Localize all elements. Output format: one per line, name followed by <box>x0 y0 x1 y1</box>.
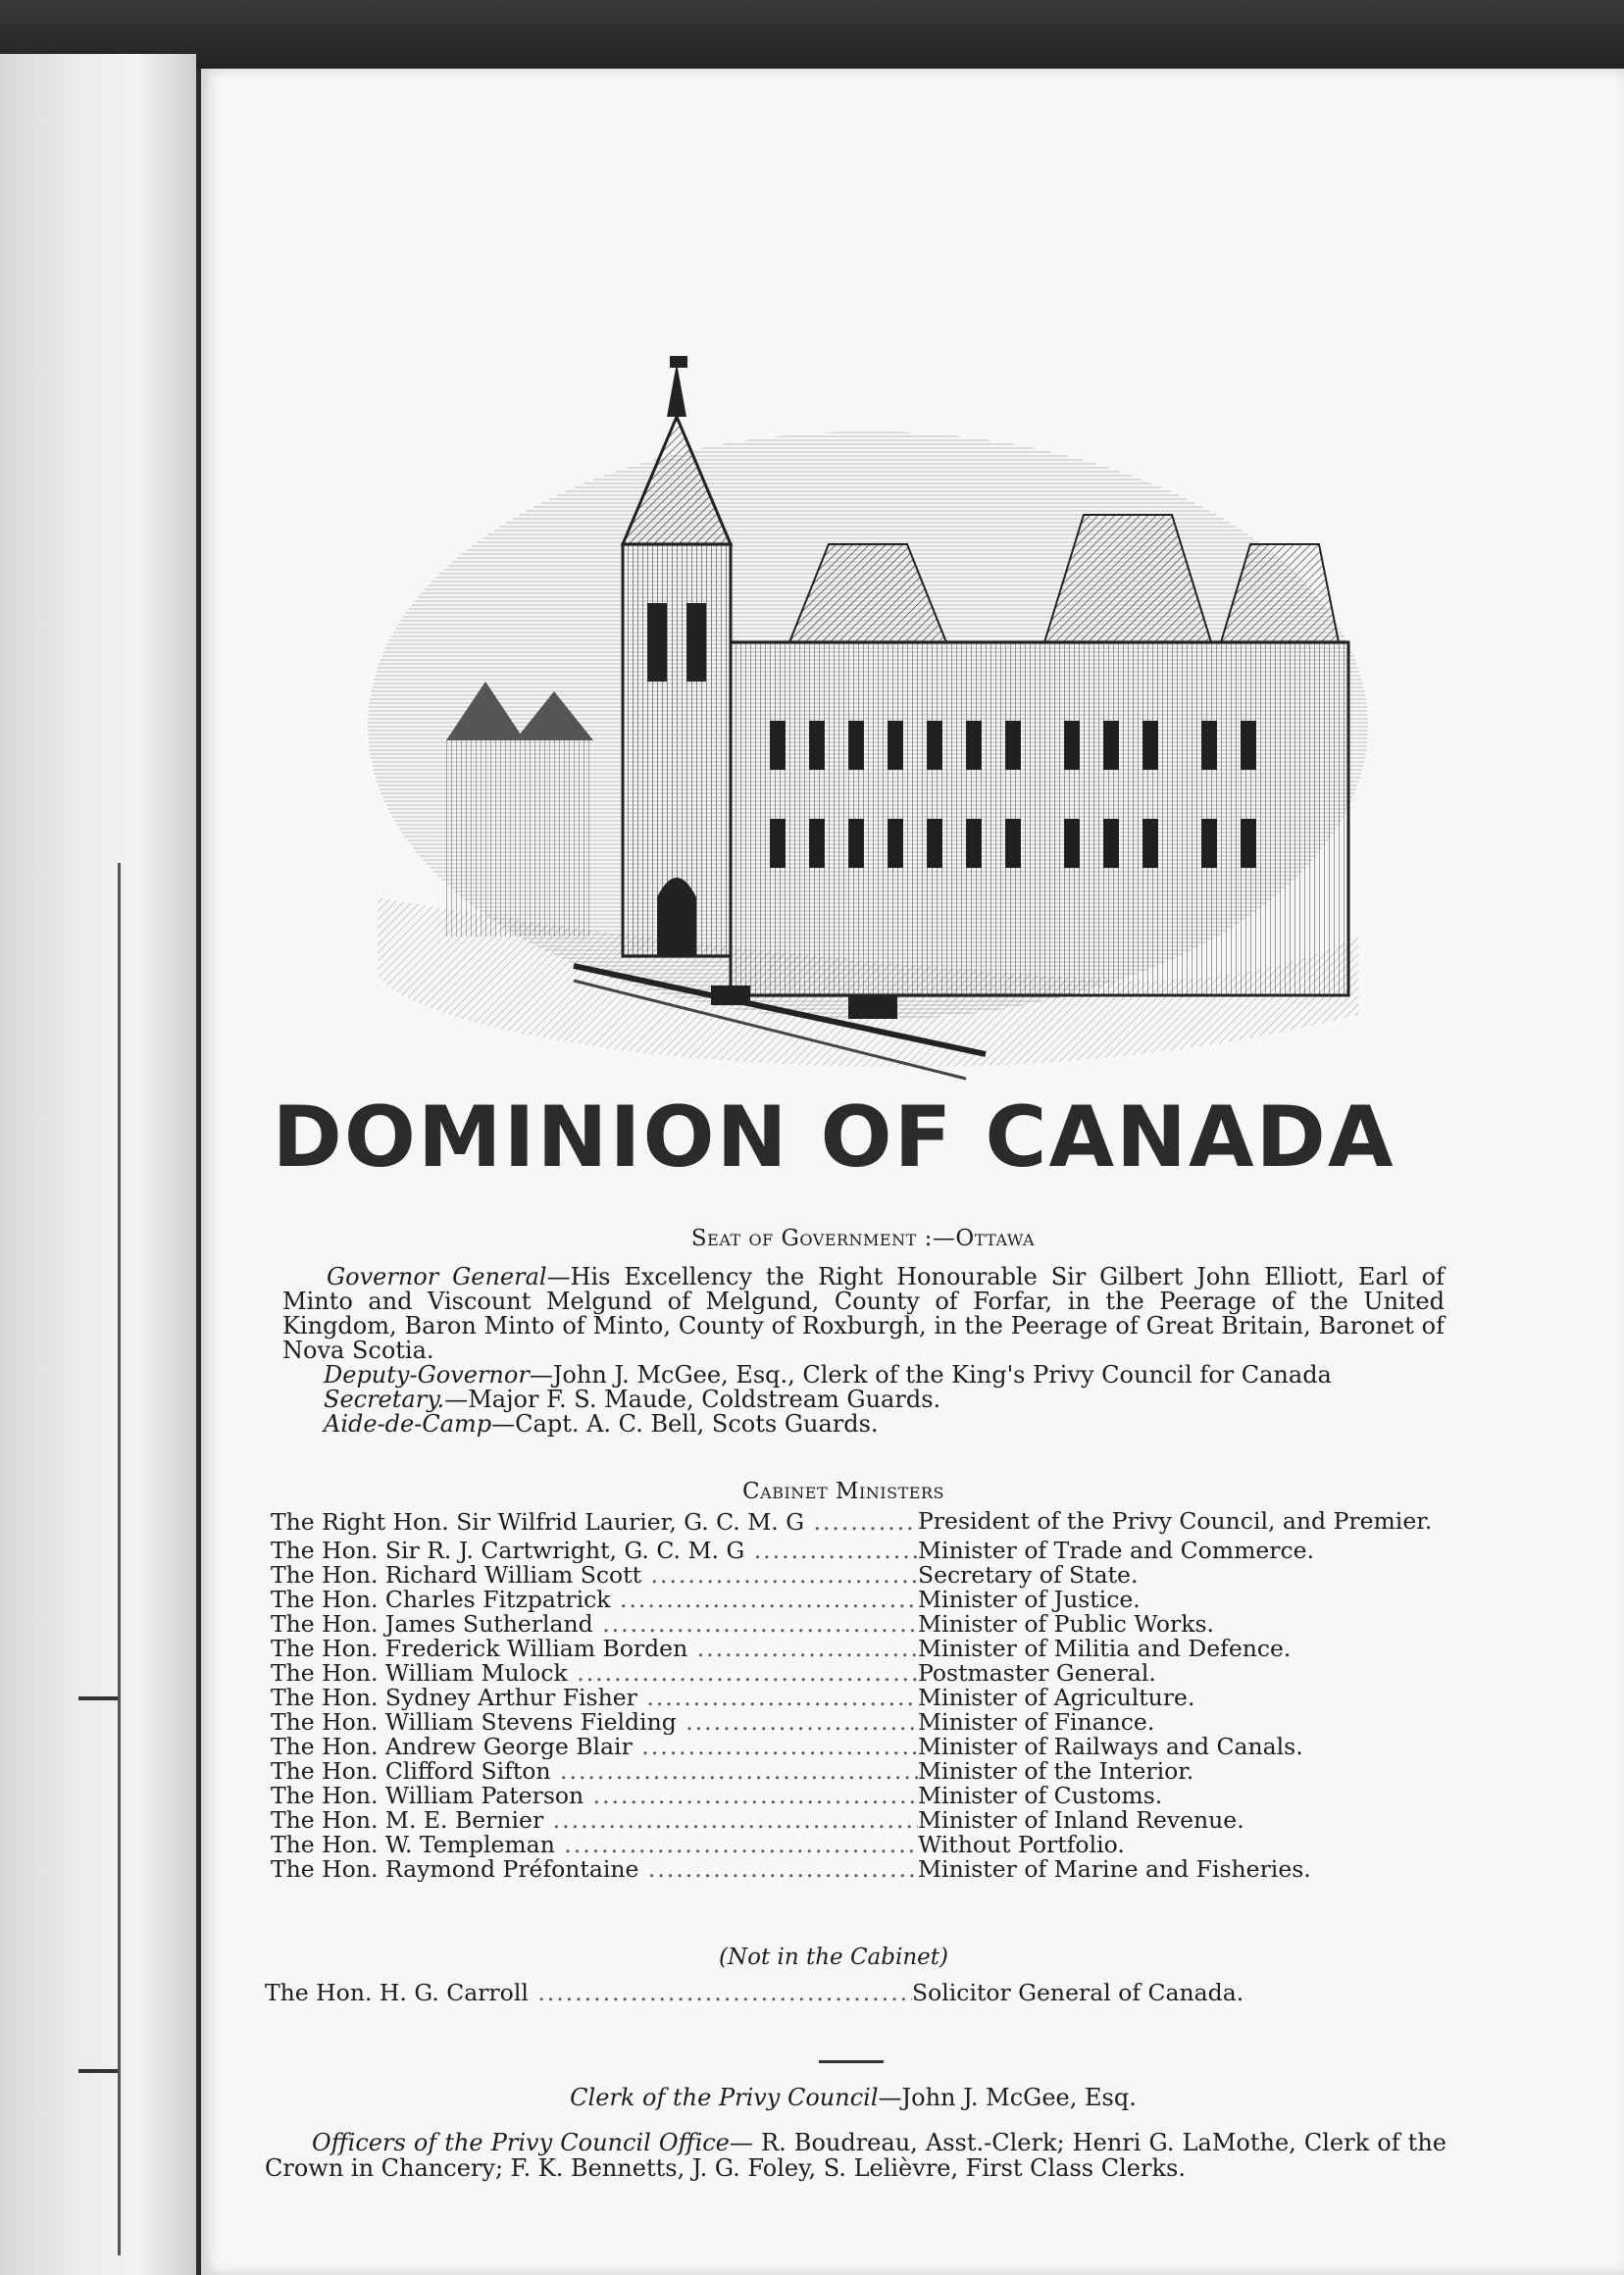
clerk-label: Clerk of the Privy Council <box>570 2084 879 2111</box>
governor-block <box>282 1265 1445 1437</box>
minister-office: Minister of Finance. <box>918 1708 1155 1736</box>
minister-name: The Hon. Sydney Arthur Fisher ..... <box>271 1686 918 1710</box>
clerk-of-privy-council <box>490 2084 1216 2111</box>
minister-row <box>271 1686 1447 1710</box>
minister-row <box>271 1759 1447 1784</box>
cabinet-ministers-list <box>271 1507 1447 1883</box>
minister-office: Minister of Public Works. <box>918 1610 1215 1638</box>
minister-row <box>271 1588 1447 1612</box>
facing-page <box>0 54 196 2275</box>
minister-office: Minister of Trade and Commerce. <box>918 1537 1315 1564</box>
minister-name: The Hon. William Paterson ..... <box>271 1784 918 1808</box>
minister-name: The Hon. James Sutherland ..... <box>271 1612 918 1637</box>
minister-name: The Hon. Frederick William Borden ..... <box>271 1637 918 1661</box>
minister-row <box>271 1637 1447 1661</box>
section-divider <box>819 2060 884 2063</box>
minister-office: Without Portfolio. <box>918 1831 1125 1858</box>
page-title: DOMINION OF CANADA <box>272 1088 1396 1187</box>
deputy-governor-line <box>282 1363 1445 1388</box>
solicitor-general-entry <box>265 1981 1442 2005</box>
aide-de-camp-text: —Capt. A. C. Bell, Scots Guards. <box>491 1410 879 1438</box>
seat-of-government: Seat of Government :—Ottawa <box>690 1226 1036 1251</box>
spine-mark <box>78 1696 118 1700</box>
minister-row <box>271 1735 1447 1759</box>
spine-mark <box>78 2069 118 2073</box>
aide-de-camp-line <box>282 1412 1445 1437</box>
minister-name: The Hon. H. G. Carroll ..... <box>265 1981 912 2005</box>
deputy-governor-text: —John J. McGee, Esq., Clerk of the King's Privy Council for Canada <box>529 1361 1332 1389</box>
clerk-text: —John J. McGee, Esq. <box>878 2084 1137 2111</box>
minister-row <box>271 1661 1447 1686</box>
minister-row <box>271 1857 1447 1882</box>
minister-name: The Hon. Richard William Scott ..... <box>271 1563 918 1588</box>
cabinet-ministers-heading: Cabinet Ministers <box>742 1479 944 1504</box>
minister-office: Minister of Justice. <box>918 1586 1141 1613</box>
book-spine-line <box>118 863 121 2255</box>
privy-council-officers <box>265 2130 1446 2181</box>
minister-name: The Hon. Charles Fitzpatrick ..... <box>271 1588 918 1612</box>
minister-name: The Hon. M. E. Bernier ..... <box>271 1808 918 1833</box>
deputy-governor-label: Deputy-Governor <box>324 1361 530 1389</box>
governor-general-paragraph <box>282 1265 1445 1363</box>
minister-office: Minister of the Interior. <box>918 1757 1194 1785</box>
parliament-engraving-illustration <box>358 348 1383 1093</box>
minister-name: The Hon. Clifford Sifton ..... <box>271 1759 918 1784</box>
governor-general-label: Governor General <box>327 1263 547 1290</box>
officers-paragraph <box>265 2130 1446 2181</box>
minister-row <box>271 1612 1447 1637</box>
minister-office: Minister of Militia and Defence. <box>918 1635 1292 1662</box>
minister-row <box>271 1539 1447 1563</box>
minister-office: Minister of Agriculture. <box>918 1684 1195 1711</box>
minister-office: Minister of Railways and Canals. <box>918 1733 1303 1760</box>
officers-label: Officers of the Privy Council Office <box>312 2129 730 2156</box>
minister-row <box>265 1981 1442 2005</box>
minister-row <box>271 1784 1447 1808</box>
minister-office: President of the Privy Council, and Premier. <box>918 1507 1433 1535</box>
officers-text: — R. Boudreau, Asst.-Clerk; Henri G. LaMothe, Clerk of the Crown in Chancery; F. K. Bennetts, J. G. Foley, S. Lelièvre, First Class Clerks. <box>265 2129 1446 2182</box>
minister-office: Secretary of State. <box>918 1561 1139 1589</box>
minister-row <box>271 1710 1447 1735</box>
minister-office: Minister of Customs. <box>918 1782 1163 1809</box>
minister-office: Solicitor General of Canada. <box>912 1979 1244 2006</box>
minister-office: Minister of Inland Revenue. <box>918 1806 1244 1834</box>
governor-general-text: —His Excellency the Right Honourable Sir Gilbert John Elliott, Earl of Minto and Viscount Melgund of Melgund, County of Forfar, in the Peerage of the United Kingdom, Baron Minto of Minto, County of Roxburgh, in the Peerage of Great Britain, Baronet of Nova Scotia. <box>282 1263 1445 1364</box>
minister-name: The Right Hon. Sir Wilfrid Laurier, G. C. M. G ..... <box>271 1510 918 1535</box>
minister-office: Postmaster General. <box>918 1659 1156 1687</box>
secretary-line <box>282 1388 1445 1412</box>
minister-name: The Hon. Andrew George Blair ..... <box>271 1735 918 1759</box>
minister-name: The Hon. Sir R. J. Cartwright, G. C. M. G ..... <box>271 1539 918 1563</box>
minister-row <box>271 1507 1447 1535</box>
minister-row <box>271 1833 1447 1857</box>
not-in-cabinet-heading: (Not in the Cabinet) <box>719 1945 948 1970</box>
minister-name: The Hon. William Mulock ..... <box>271 1661 918 1686</box>
minister-name: The Hon. William Stevens Fielding ..... <box>271 1710 918 1735</box>
secretary-text: —Major F. S. Maude, Coldstream Guards. <box>444 1386 941 1413</box>
minister-name: The Hon. Raymond Préfontaine ..... <box>271 1857 918 1882</box>
scanner-top-edge <box>0 0 1624 69</box>
secretary-label: Secretary. <box>324 1386 445 1413</box>
minister-row <box>271 1808 1447 1833</box>
aide-de-camp-label: Aide-de-Camp <box>324 1410 492 1438</box>
minister-row <box>271 1563 1447 1588</box>
minister-office: Minister of Marine and Fisheries. <box>918 1855 1311 1883</box>
minister-name: The Hon. W. Templeman ..... <box>271 1833 918 1857</box>
